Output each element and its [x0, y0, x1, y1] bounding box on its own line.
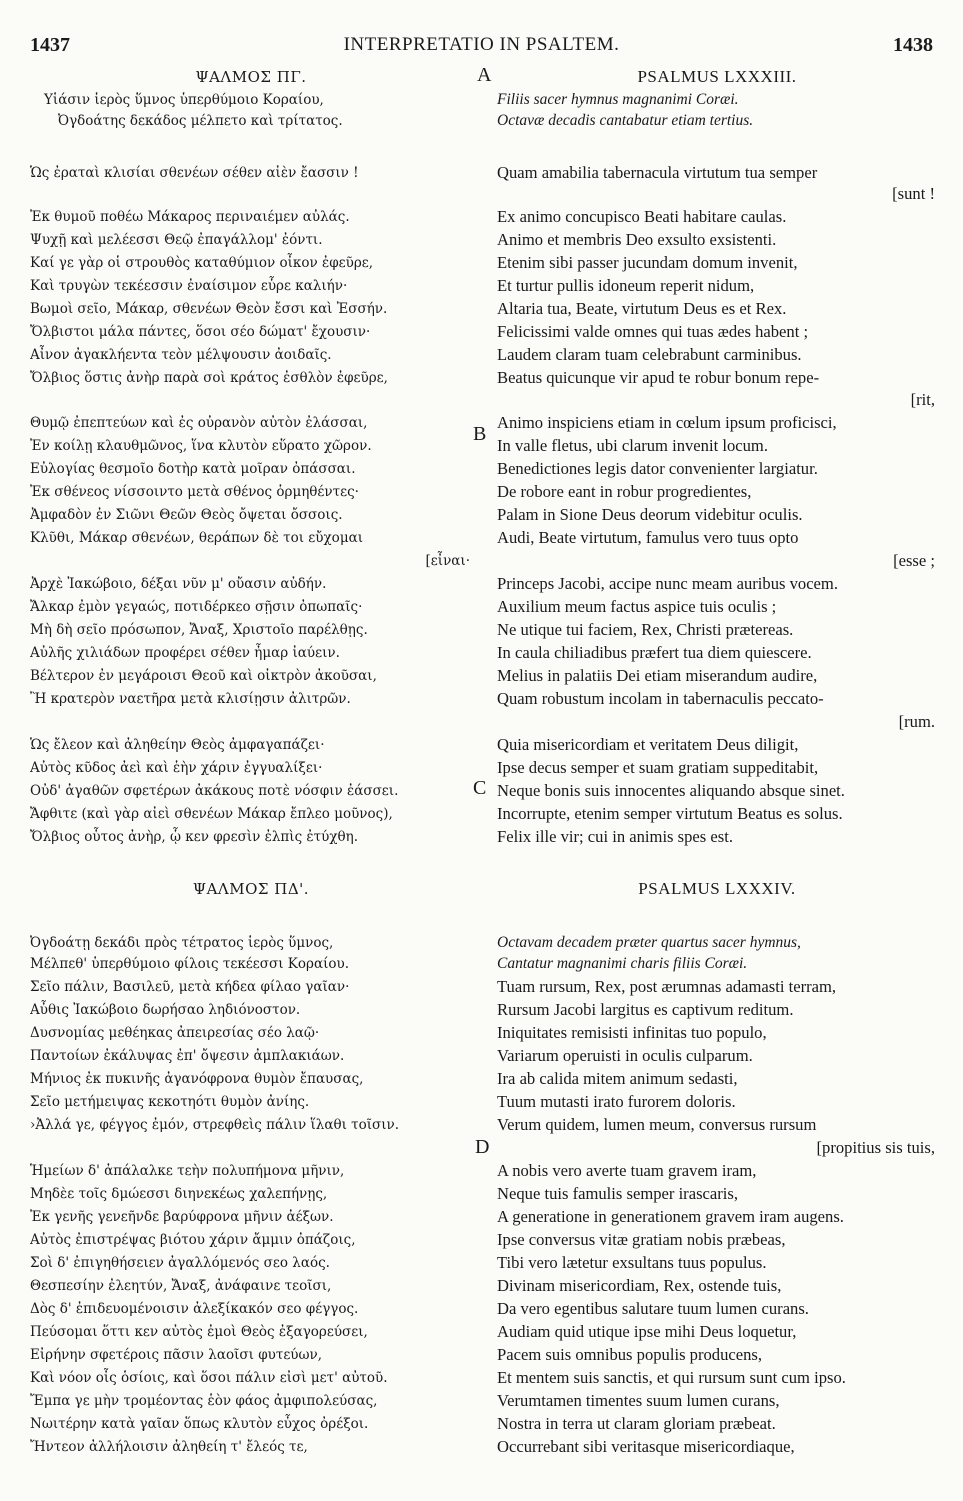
latin-line: Da vero egentibus salutare tuum lumen curans. [497, 1299, 809, 1318]
greek-psalm-title: ΨΑΛΜΟΣ ΠΓ. [195, 68, 307, 86]
latin-line: Tuam rursum, Rex, post ærumnas adamasti terram, [497, 977, 837, 996]
greek-line: Ὄλβιος ὅστις ἀνὴρ παρὰ σοὶ κράτος ἐσθλὸν ἐφεῦρε, [30, 370, 388, 386]
margin-letter-d: D [475, 1136, 490, 1158]
latin-line: Incorrupte, etenim semper virtutum Beatus es solus. [497, 804, 843, 823]
latin-line: Ne utique tui faciem, Rex, Christi prætereas. [497, 620, 794, 639]
latin-line: Octavæ decadis cantabatur etiam tertius. [497, 112, 754, 129]
greek-line: Ἄλκαρ ἐμὸν γεγαώς, ποτιδέρκεο σῇσιν ὀπωπαῖς· [30, 599, 363, 615]
margin-letter-b: B [473, 423, 487, 445]
latin-line: Neque bonis suis innocentes aliquando absque sinet. [497, 781, 845, 800]
latin-line: A generatione in generationem gravem iram augens. [497, 1207, 844, 1226]
latin-line: Animo inspiciens etiam in cœlum ipsum proficisci, [497, 413, 837, 432]
latin-line: [esse ; [893, 551, 935, 570]
greek-line: [εἶναι· [425, 553, 470, 569]
latin-line: Princeps Jacobi, accipe nunc meam auribus vocem. [497, 574, 838, 593]
greek-line: Δυσνομίας μεθέηκας ἀπειρεσίας σέο λαῷ· [30, 1025, 320, 1041]
latin-line: Altaria tua, Beate, virtutum Deus es et Rex. [497, 299, 787, 318]
latin-line: Benedictiones legis dator convenienter largiatur. [497, 459, 818, 478]
greek-line: Ἐκ γενῆς γενεῆνδε βαρύφρονα μῆνιν ἀέξων. [30, 1209, 334, 1225]
greek-line: Ἤντεον ἀλλήλοισιν ἀληθείη τ' ἔλεός τε, [30, 1439, 308, 1455]
greek-line: Δὸς δ' ἐπιδευομένοισιν ἀλεξίκακόν σεο φέγγος. [30, 1301, 359, 1317]
greek-line: Μὴ δὴ σεῖο πρόσωπον, Ἄναξ, Χριστοῖο παρέλθῃς. [30, 622, 368, 638]
latin-line: Quia misericordiam et veritatem Deus diligit, [497, 735, 799, 754]
latin-line: Variarum operuisti in oculis culparum. [497, 1046, 753, 1065]
greek-line: Καὶ τρυγὼν τεκέεσσιν ἐναίσιμον εὗρε καλιήν· [30, 278, 348, 294]
latin-line: Ipse conversus vitæ gratiam nobis præbeas, [497, 1230, 786, 1249]
latin-line: Audiam quid utique ipse mihi Deus loquetur, [497, 1322, 797, 1341]
latin-line: Felicissimi valde omnes qui tuas ædes habent ; [497, 322, 809, 341]
greek-line: Αὖθις Ἰακώβοιο δωρήσαο ληδιόνοστον. [30, 1002, 301, 1018]
greek-line: Μέλπεθ' ὑπερθύμοιο φίλοις τεκέεσσι Κοραίου. [30, 956, 349, 972]
latin-line: Cantatur magnanimi charis filiis Coræi. [497, 955, 748, 972]
margin-letter-a: A [477, 64, 492, 86]
greek-line: Σεῖο μετήμειψας κεκοτηότι θυμὸν ἀνίης. [30, 1094, 310, 1110]
greek-line: Ἐκ θυμοῦ ποθέω Μάκαρος περιναιέμεν αὐλάς. [30, 209, 350, 225]
margin-letter-c: C [473, 777, 487, 799]
greek-line: Θυμῷ ἐπεπτεύων καὶ ἐς οὐρανὸν αὐτὸν ἐλάσσαι, [30, 415, 368, 431]
greek-line: Οὐδ' ἀγαθῶν σφετέρων ἀκάκους ποτὲ νόσφιν ἐάσσει. [30, 783, 399, 799]
greek-line: Ὄλβιος οὗτος ἀνὴρ, ᾧ κεν φρεσὶν ἐλπὶς ἐτύχθη. [30, 829, 359, 845]
greek-line: Ἐκ σθένεος νίσσοιντο μετὰ σθένος ὁρμηθέντες· [30, 484, 359, 500]
greek-line: Ἐν κοίλῃ κλαυθμῶνος, ἵνα κλυτὸν εὕρατο χῶρον. [30, 438, 372, 454]
greek-line: Ἔμπα γε μὴν τρομέοντας ἑὸν φάος ἀμφιπολεύσας, [30, 1393, 378, 1409]
greek-line: Θεσπεσίην ἐλεητύν, Ἄναξ, ἀνάφαινε τεοῖσι, [30, 1278, 332, 1294]
greek-line: Ὡς ἔλεον καὶ ἀληθείην Θεὸς ἀμφαγαπάζει· [30, 737, 325, 753]
running-title: INTERPRETATIO IN PSALTEM. [343, 34, 620, 55]
latin-line: [sunt ! [892, 184, 935, 203]
latin-line: Neque tuis famulis semper irascaris, [497, 1184, 738, 1203]
page-number-left: 1437 [30, 34, 70, 56]
greek-line: Ἡμείων δ' ἀπάλαλκε τεὴν πολυπήμονα μῆνιν, [30, 1163, 345, 1179]
latin-line: Tuum mutasti irato furorem doloris. [497, 1092, 736, 1111]
greek-line: Βέλτερον ἐν μεγάροισι Θεοῦ καὶ οἰκτρὸν ἀκοῦσαι, [30, 668, 377, 684]
latin-line: Occurrebant sibi veritasque misericordiaque, [497, 1437, 795, 1456]
greek-line: Μηδὲε τοῖς δμώεσσι διηνεκέως χαλεπήνῃς, [30, 1186, 328, 1202]
greek-line: ›Ἀλλά γε, φέγγος ἐμόν, στρεφθεὶς πάλιν ἵλαθι τοῖσιν. [30, 1117, 400, 1133]
greek-line: Αὐτὸς ἐπιστρέψας βιότου χάριν ἄμμιν ὀπάζοις, [30, 1232, 356, 1248]
latin-line: Beatus quicunque vir apud te robur bonum repe- [497, 368, 820, 387]
greek-line: Μήνιος ἐκ πυκινῆς ἀγανόφρονα θυμὸν ἔπαυσας, [30, 1071, 364, 1087]
greek-line: Νωιτέρην κατὰ γαῖαν ὅπως κλυτὸν εὖχος ὀρέξοι. [30, 1416, 369, 1432]
latin-line: Et mentem suis sanctis, et qui rursum sunt cum ipso. [497, 1368, 846, 1387]
greek-line: Αἶνον ἀγακλήεντα τεὸν μέλψουσιν ἀοιδαῖς. [30, 347, 332, 363]
latin-line: [propitius sis tuis, [816, 1138, 935, 1157]
latin-line: In caula chiliadibus præfert tua diem quiescere. [497, 643, 812, 662]
latin-line: Iniquitates remisisti infinitas tuo populo, [497, 1023, 767, 1042]
running-header [30, 34, 933, 60]
latin-psalm-title: PSALMUS LXXXIV. [638, 879, 796, 898]
latin-line: Et turtur pullis idoneum reperit nidum, [497, 276, 755, 295]
latin-line: Auxilium meum factus aspice tuis oculis ; [497, 597, 777, 616]
latin-line: Ipse decus semper et suam gratiam suppeditabit, [497, 758, 819, 777]
greek-line: Ἢ κρατερὸν ναετῆρα μετὰ κλισίῃσιν ἀλιτρῶν. [30, 691, 351, 707]
greek-line: Ἀμφαδὸν ἐν Σιῶνι Θεῶν Θεὸς ὄψεται ὄσσοις. [30, 507, 343, 523]
latin-line: Melius in palatiis Dei etiam miserandum audire, [497, 666, 818, 685]
greek-psalm-title: ΨΑΛΜΟΣ ΠΔ'. [192, 880, 310, 898]
latin-line: Animo et membris Deo exsulto exsistenti. [497, 230, 777, 249]
greek-line: Καί γε γὰρ οἱ στρουθὸς καταθύμιον οἶκον ἐφεῦρε, [30, 255, 374, 271]
greek-line: Εἰρήνην σφετέροις πᾶσιν λαοῖσι φυτεύων, [30, 1347, 323, 1363]
greek-line: Παντοίων ἐκάλυψας ἐπ' ὄψεσιν ἀμπλακιάων. [30, 1048, 345, 1064]
page-number-right: 1438 [893, 34, 933, 56]
latin-line: Nostra in terra ut claram gloriam præbeat. [497, 1414, 776, 1433]
greek-line: Βωμοὶ σεῖο, Μάκαρ, σθενέων Θεὸν ἔσσι καὶ Ἐσσήν. [30, 301, 388, 317]
greek-line: Εὐλογίας θεσμοῖο δοτὴρ κατὰ μοῖραν ὀπάσσαι. [30, 461, 356, 477]
latin-line: In valle fletus, ubi clarum invenit locum. [497, 436, 768, 455]
latin-line: Tibi vero lætetur exsultans tuus populus. [497, 1253, 767, 1272]
greek-line: Υἱάσιν ἱερὸς ὕμνος ὑπερθύμοιο Κοραίου, [44, 92, 324, 108]
latin-line: De robore eant in robur progredientes, [497, 482, 752, 501]
latin-line: Pacem suis omnibus populis producens, [497, 1345, 763, 1364]
greek-line: Σεῖο πάλιν, Βασιλεῦ, μετὰ κήδεα φίλαο γαῖαν· [30, 979, 350, 995]
greek-line: Σοὶ δ' ἐπιγηθήσειεν ἀγαλλόμενός σεο λαός. [30, 1255, 330, 1271]
latin-line: Rursum Jacobi largitus es captivum reditum. [497, 1000, 794, 1019]
latin-line: Palam in Sione Deus deorum videbitur oculis. [497, 505, 803, 524]
latin-line: Filiis sacer hymnus magnanimi Coræi. [497, 91, 739, 108]
greek-line: Ὄλβιστοι μάλα πάντες, ὅσοι σέο δώματ' ἔχουσιν· [30, 324, 371, 340]
greek-line: Ψυχῇ καὶ μελέεσσι Θεῷ ἐπαγάλλομ' ἐόντι. [30, 232, 323, 248]
latin-line: Octavam decadem præter quartus sacer hymnus, [497, 934, 801, 951]
latin-line: Etenim sibi passer jucundam domum invenit, [497, 253, 798, 272]
greek-line: Ὀγδοάτης δεκάδος μέλπετο καὶ τρίτατος. [58, 113, 343, 129]
latin-line: Laudem claram tuam celebrabunt carminibus. [497, 345, 802, 364]
latin-line: [rum. [898, 712, 935, 731]
greek-line: Αὐλῆς χιλιάδων προφέρει σέθεν ἦμαρ ἰαύειν. [30, 645, 340, 661]
greek-line: Κλῦθι, Μάκαρ σθενέων, θεράπων δὲ τοι εὔχομαι [30, 530, 363, 546]
greek-line: Ἀρχὲ Ἰακώβοιο, δέξαι νῦν μ' οὔασιν αὐδήν. [30, 576, 327, 592]
greek-line: Πεύσομαι ὅττι κεν αὐτὸς ἐμοὶ Θεὸς ἐξαγορεύσει, [30, 1324, 368, 1340]
latin-line: Divinam misericordiam, Rex, ostende tuis, [497, 1276, 782, 1295]
latin-line: Quam robustum incolam in tabernaculis peccato- [497, 689, 824, 708]
latin-psalm-title: PSALMUS LXXXIII. [637, 67, 797, 86]
greek-line: Ὀγδοάτῃ δεκάδι πρὸς τέτρατος ἱερὸς ὕμνος, [30, 935, 334, 951]
latin-line: [rit, [910, 390, 935, 409]
latin-line: Verumtamen timentes suum lumen curans, [497, 1391, 780, 1410]
latin-line: Audi, Beate virtutum, famulus vero tuus opto [497, 528, 799, 547]
greek-line: Αὐτὸς κῦδος ἀεὶ καὶ ἑὴν χάριν ἐγγυαλίξει· [30, 760, 323, 776]
latin-line: Felix ille vir; cui in animis spes est. [497, 827, 733, 846]
greek-line: Καὶ νόον οἷς ὁσίοις, καὶ ὅσοι πάλιν εἰσὶ μετ' αὐτοῦ. [30, 1370, 388, 1386]
latin-line: A nobis vero averte tuam gravem iram, [497, 1161, 757, 1180]
latin-line: Ira ab calida mitem animum sedasti, [497, 1069, 738, 1088]
latin-line: Verum quidem, lumen meum, conversus rursum [497, 1115, 817, 1134]
greek-line: Ἄφθιτε (καὶ γὰρ αἰεὶ σθενέων Μάκαρ ἔπλεο μοῦνος), [30, 806, 393, 822]
latin-line: Ex animo concupisco Beati habitare caulas. [497, 207, 787, 226]
greek-line: Ὡς ἐραταὶ κλισίαι σθενέων σέθεν αἰὲν ἔασσιν ! [30, 165, 359, 181]
latin-line: Quam amabilia tabernacula virtutum tua semper [497, 163, 818, 182]
